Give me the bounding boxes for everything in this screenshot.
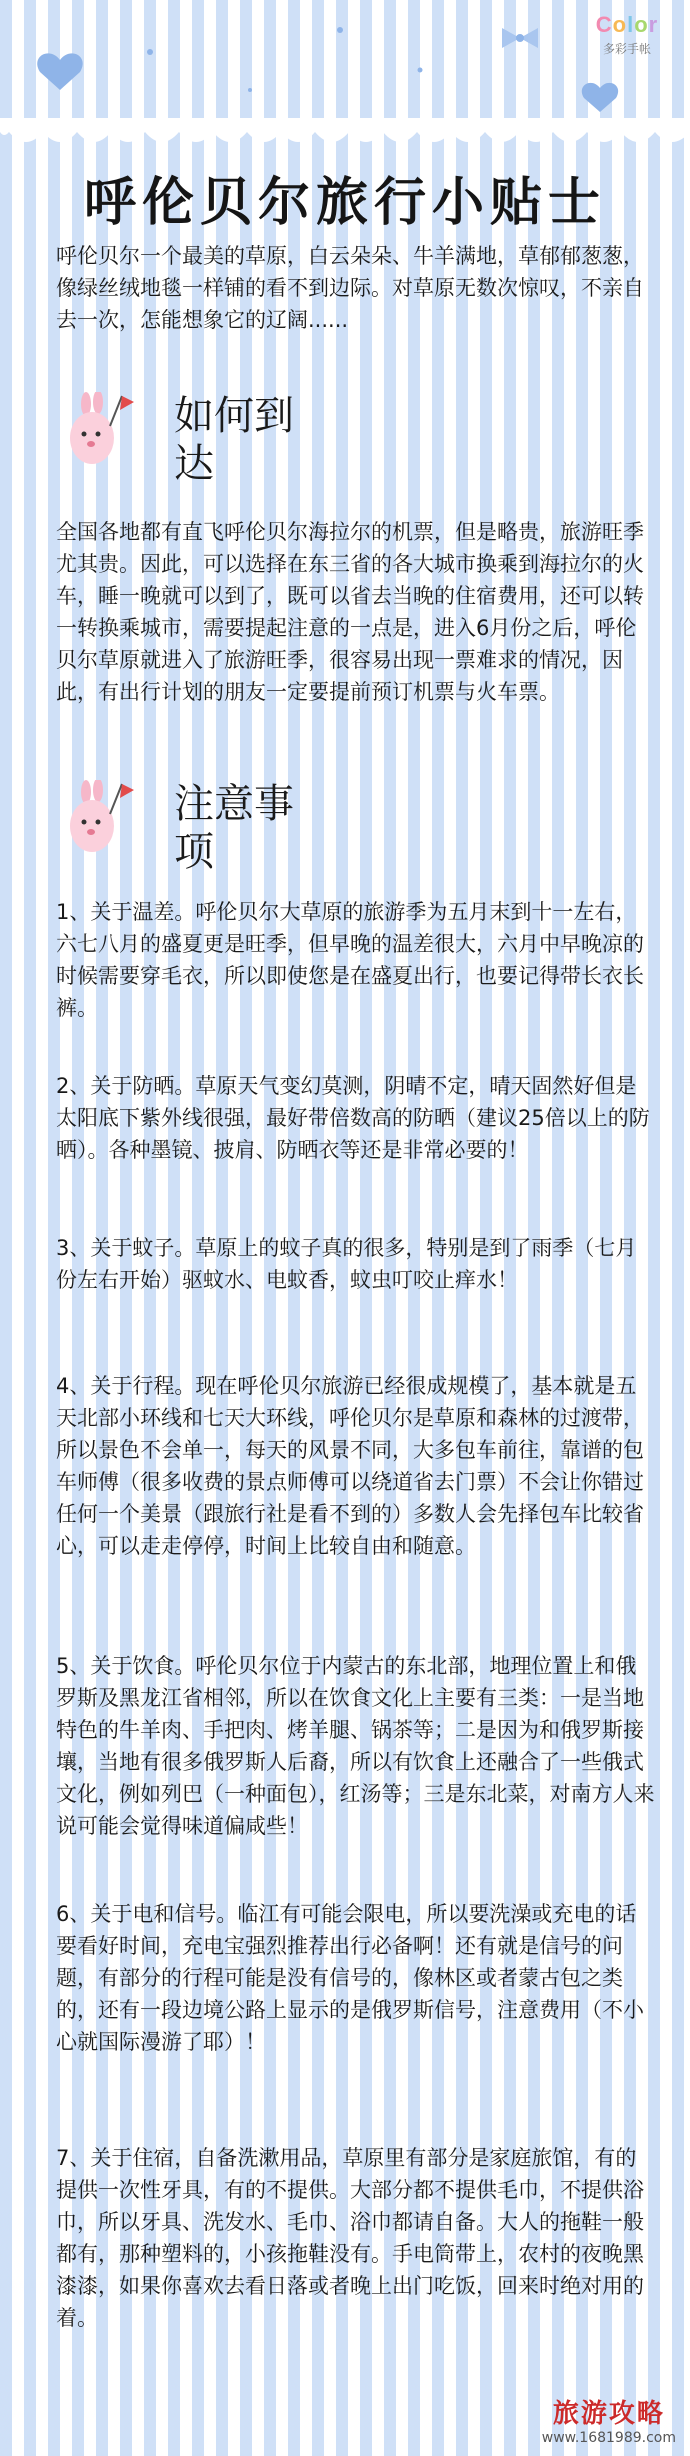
note-item: 1、关于温差。呼伦贝尔大草原的旅游季为五月末到十一左右，六七八月的盛夏更是旺季，但早晚的温差很大，六月中早晚凉的时候需要穿毛衣，所以即使您是在盛夏出行，也要记得带长衣长裤。 [56,900,644,1020]
heart-icon [37,53,82,90]
note-item: 4、关于行程。现在呼伦贝尔旅游已经很成规模了，基本就是五天北部小环线和七天大环线，呼伦贝尔是草原和森林的过渡带，所以景色不会单一，每天的风景不同，大多包车前往，靠谱的包车师傅（很多收费的景点师傅可以绕道省去门票）不会让你错过任何一个美景（跟旅行社是看不到的）多数人会先择包车比较省心，可以走走停停，时间上比较自由和随意。 [56,1374,644,1558]
bunny-flag-icon [62,780,134,860]
ribbon-bow-icon [502,28,538,48]
note-item: 2、关于防晒。草原天气变幻莫测，阴晴不定，晴天固然好但是太阳底下紫外线很强，最好带倍数高的防晒（建议25倍以上的防晒）。各种墨镜、披肩、防晒衣等还是非常必要的！ [56,1074,650,1162]
scallop-border [0,118,690,152]
intro-paragraph: 呼伦贝尔一个最美的草原，白云朵朵、牛羊满地，草郁郁葱葱，像绿丝绒地毯一样铺的看不到边际。对草原无数次惊叹，不亲自去一次，怎能想象它的辽阔...... [56,244,644,332]
brand-subtitle: 多彩手帐 [602,42,651,56]
page-header [0,0,690,150]
note-item: 5、关于饮食。呼伦贝尔位于内蒙古的东北部，地理位置上和俄罗斯及黑龙江省相邻，所以在饮食文化上主要有三类：一是当地特色的牛羊肉、手把肉、烤羊腿、锅茶等；二是因为和俄罗斯接壤，当地有很多俄罗斯人后裔，所以有饮食上还融合了一些俄式文化，例如列巴（一种面包），红汤等；三是东北菜，对南方人来说可能会觉得味道偏咸些！ [56,1654,655,1838]
section-title-notes: 注意事项 [174,781,294,875]
brand-logo [582,12,672,57]
heart-icon [582,83,618,112]
bunny-flag-icon [62,392,134,472]
page-title: 呼伦贝尔旅行小贴士 [83,173,606,233]
arrival-paragraph: 全国各地都有直飞呼伦贝尔海拉尔的机票，但是略贵，旅游旺季尤其贵。因此，可以选择在东三省的各大城市换乘到海拉尔的火车，睡一晚就可以到了，既可以省去当晚的住宿费用，还可以转一转换乘城市，需要提起注意的一点是，进入6月份之后，呼伦贝尔草原就进入了旅游旺季，很容易出现一票难求的情况，因此，有出行计划的朋友一定要提前预订机票与火车票。 [56,520,644,704]
brand-name: Color [595,12,659,37]
note-item: 7、关于住宿，自备洗漱用品，草原里有部分是家庭旅馆，有的提供一次性牙具，有的不提供。大部分都不提供毛巾，不提供浴巾，所以牙具、洗发水、毛巾、浴巾都请自备。大人的拖鞋一般都有，那种塑料的，小孩拖鞋没有。手电筒带上，农村的夜晚黑漆漆，如果你喜欢去看日落或者晚上出门吃饭，回来时绝对用的着。 [56,2146,644,2330]
section-heading-notes [62,780,324,876]
watermark-url: www.1681989.com [541,2430,676,2446]
site-watermark [542,2393,676,2446]
note-item: 6、关于电和信号。临江有可能会限电，所以要洗澡或充电的话要看好时间，充电宝强烈推荐出行必备啊！还有就是信号的问题，有部分的行程可能是没有信号的，像林区或者蒙古包之类的，还有一段边境公路上显示的是俄罗斯信号，注意费用（不小心就国际漫游了耶）！ [56,1902,644,2054]
section-heading-arrival [62,392,324,488]
watermark-name: 旅游攻略 [552,2399,665,2429]
section-title-arrival: 如何到达 [174,393,294,487]
note-item: 3、关于蚊子。草原上的蚊子真的很多，特别是到了雨季（七月份左右开始）驱蚊水、电蚊香，蚊虫叮咬止痒水！ [56,1236,637,1292]
